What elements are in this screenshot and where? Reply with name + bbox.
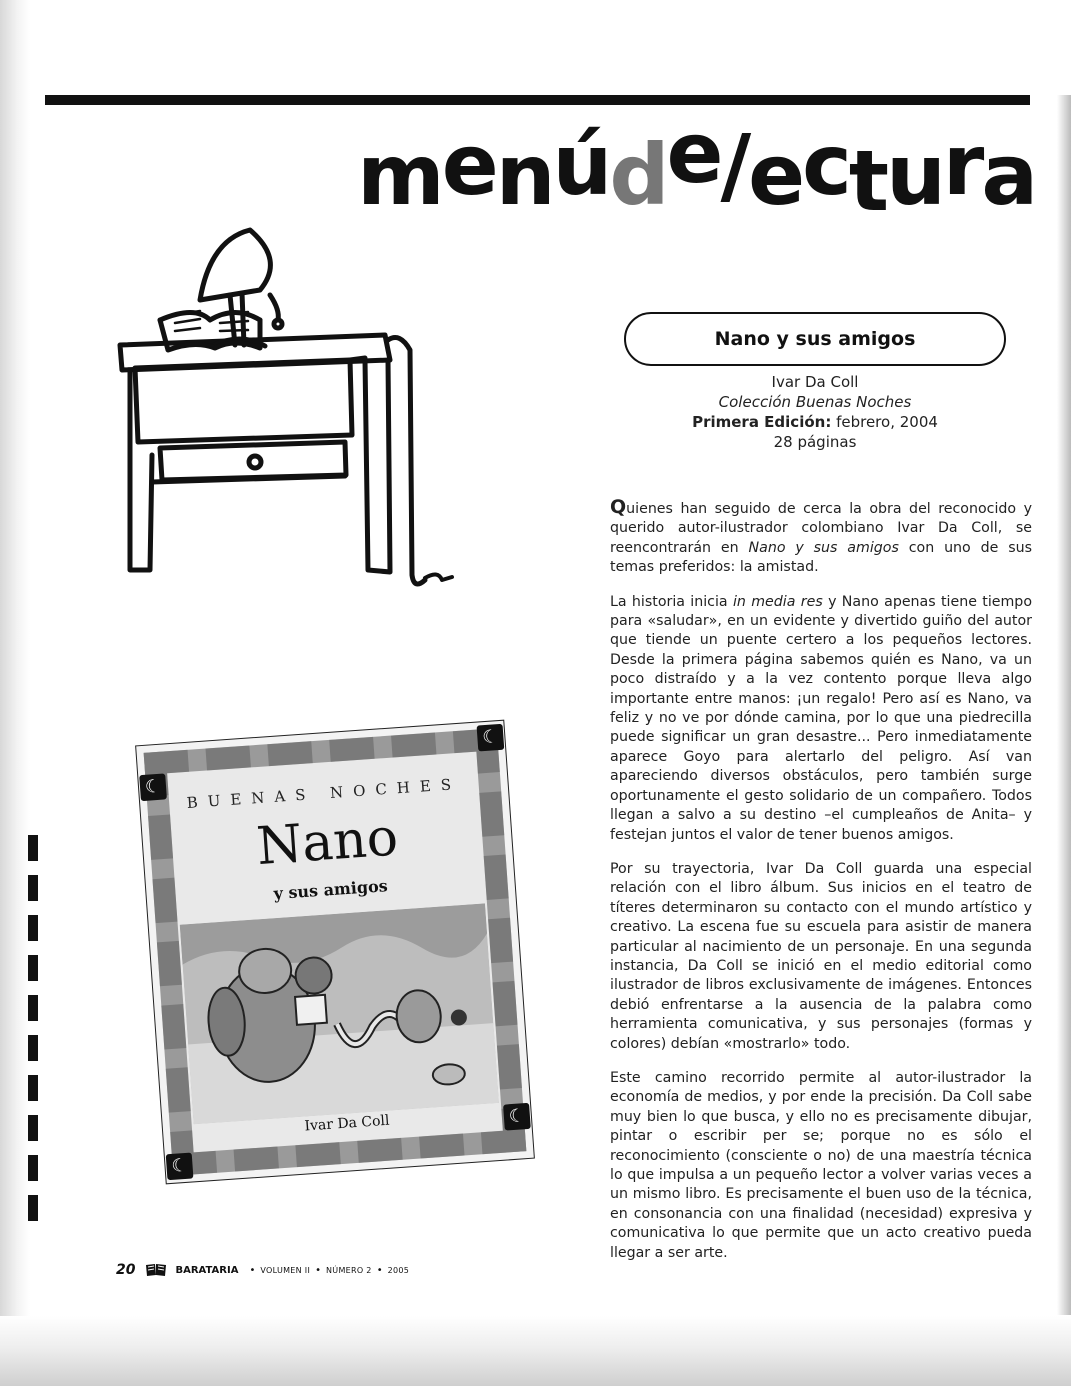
paragraph-2: [610, 593, 1032, 845]
footer-number: NÚMERO 2: [326, 1265, 372, 1275]
footer-bullet: •: [249, 1264, 256, 1276]
paragraph-2-text-a: La historia inicia: [610, 593, 733, 610]
book-title: Nano y sus amigos: [624, 312, 1006, 366]
section-title-letter: a: [981, 126, 1035, 224]
moon-icon: ☾: [139, 773, 167, 801]
paragraph-4: Este camino recorrido permite al autor-ilustrador la economía de medios, y por ende la precisión. Da Coll sabe muy bien lo que busca, y ello no es precisamente dibujar, pintar o escribir per se; porque no es sólo el reconocimiento (consciente o no) de una maestría técnica lo que impulsa a un pequeño lector a volver varias veces a un mismo libro. Es precisamente el buen uso de la técnica, en consonancia con una finalidad (necesidad) expresiva y comunicativa lo que permite que un acto creativo pueda llegar a ser arte.: [610, 1069, 1032, 1261]
section-title-letter: d: [609, 126, 667, 224]
moon-icon: ☾: [477, 724, 505, 752]
cover-series: BUENAS NOCHES: [186, 774, 462, 812]
book-info: [640, 372, 990, 452]
page-number: 20: [116, 1262, 136, 1278]
drop-cap: Q: [610, 496, 627, 518]
edition-label: Primera Edición:: [692, 413, 832, 431]
book-cover-image: [135, 720, 535, 1185]
cover-author: Ivar Da Coll: [304, 1112, 390, 1135]
nightstand-illustration: [100, 220, 460, 600]
section-title: [295, 104, 1035, 230]
paragraph-3: Por su trayectoria, Ivar Da Coll guarda una especial relación con el libro álbum. Sus inicios en el teatro de títeres determinaron su contacto con el mundo artístico y creativo. La escena fue su escuela para asistir de manera particular al nacimiento de un personaje. En una segunda instancia, Da Coll se inició en el medio editorial como ilustrador de libros exclusivamente de imágenes. Entonces debió enfrentarse a la ausencia de la palabra como herramienta comunicativa, y sus personajes (formas y colores) debían «mostrarlo» todo.: [610, 860, 1032, 1052]
section-title-letter: c: [802, 116, 849, 214]
review-article: [610, 498, 1032, 1278]
paragraph-2-italic: in media res: [732, 593, 823, 610]
paragraph-1: [610, 498, 1032, 578]
top-rule: [45, 95, 1030, 105]
cover-illustration: [180, 903, 499, 1124]
magazine-name: BARATARIA: [175, 1264, 239, 1276]
edition-value: febrero, 2004: [831, 413, 938, 431]
book-author: Ivar Da Coll: [771, 373, 859, 391]
section-title-letter: e: [666, 104, 721, 202]
scan-edge-left: [0, 0, 30, 1386]
scan-edge-right: [1057, 95, 1071, 1315]
paragraph-1-italic: Nano y sus amigos: [748, 539, 899, 556]
footer-bullet: •: [376, 1264, 383, 1276]
binding-marks: [28, 835, 44, 1265]
cover-subtitle: y sus amigos: [272, 876, 389, 904]
footer-volume: VOLUMEN II: [260, 1265, 311, 1275]
section-title-letter: m: [357, 126, 442, 224]
page-footer: [116, 1260, 409, 1280]
section-title-letter: ú: [552, 116, 610, 214]
moon-icon: ☾: [503, 1103, 531, 1131]
section-title-letter: r: [942, 116, 982, 214]
footer-bullet: •: [315, 1264, 322, 1276]
cover-title: Nano: [254, 807, 400, 878]
moon-icon: ☾: [166, 1152, 194, 1180]
section-title-letter: /: [720, 116, 749, 214]
book-pages: 28 páginas: [773, 433, 857, 451]
section-title-letter: e: [748, 126, 803, 224]
book-logo-icon: [145, 1263, 167, 1277]
book-edition: [640, 412, 990, 432]
footer-year: 2005: [387, 1265, 410, 1275]
paragraph-2-text-b: y Nano apenas tiene tiempo para «saludar», en un evidente y divertido guiño del autor que tiende un puente certero a los pequeños lectores. Desde la primera página sabemos quién es Nano, va un poco distraído y a la vez contento porque lleva algo importante entre manos: ¡un regalo! Pero así es Nano, va feliz y no ve por dónde camina, por lo que una piedrecilla puede significar un gran desastre... Pero inmediatamente aparece Goyo para alertarlo del peligro. Así van apareciendo diversos obstáculos, pero también surge oportunamente el gesto solidario de un compañero. Todos llegan a salvo a su destino –el cumpleaños de Anita– y festejan juntos el valor de tener buenos amigos.: [610, 593, 1032, 843]
paragraph-1-text-b: con uno de sus temas preferidos: la amistad.: [610, 539, 1032, 576]
section-title-letter: t: [848, 132, 887, 230]
section-title-letter: u: [886, 126, 943, 224]
scan-edge-bottom: [0, 1316, 1071, 1386]
book-collection: Colección Buenas Noches: [718, 393, 912, 411]
section-title-letter: e: [441, 116, 496, 214]
section-title-letter: n: [495, 126, 553, 224]
paragraph-1-text-a: uienes han seguido de cerca la obra del reconocido y querido autor-ilustrador colombiano Ivar Da Coll, se reencontrarán en: [610, 501, 1032, 556]
